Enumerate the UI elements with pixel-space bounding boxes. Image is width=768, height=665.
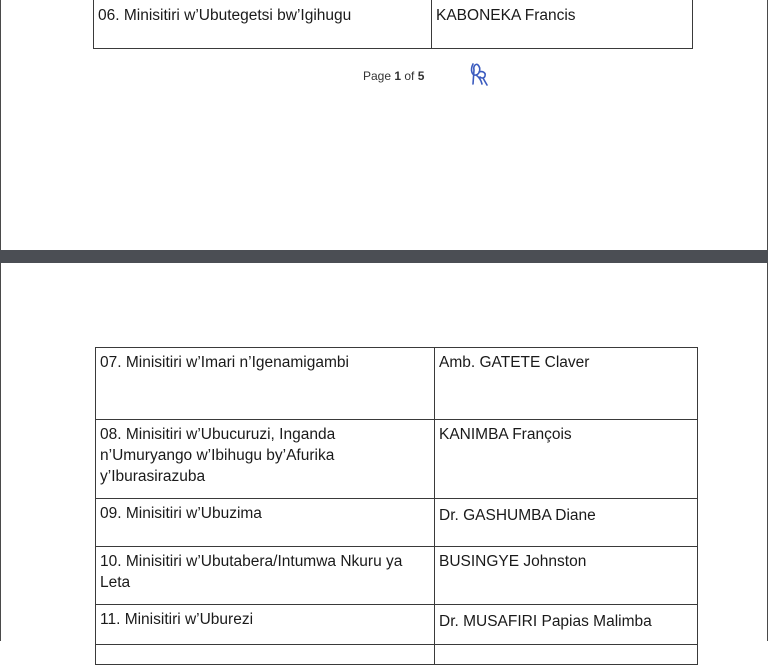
- minister-name-cell: [432, 0, 693, 49]
- ministry-label: 09. Minisitiri w’Ubuzima: [100, 505, 262, 522]
- minister-name: Dr. MUSAFIRI Papias Malimba: [439, 613, 652, 630]
- ministry-label-line: n’Umuryango w’Ibihugu by’Afurika: [100, 447, 335, 464]
- table-row: [96, 645, 698, 665]
- minister-name: BUSINGYE Johnston: [439, 553, 587, 570]
- table-row: [96, 348, 698, 420]
- minister-name-cell: [435, 605, 698, 645]
- ministers-table: [95, 347, 698, 665]
- table-row: [96, 605, 698, 645]
- ministry-cell: [96, 645, 435, 665]
- table-row: [94, 0, 693, 49]
- minister-name-cell: [435, 645, 698, 665]
- document-page-1: [0, 0, 768, 250]
- ministry-label: 07. Minisitiri w’Imari n’Igenamigambi: [100, 354, 349, 371]
- table-row: [96, 420, 698, 499]
- ministry-cell: [96, 499, 435, 547]
- minister-name: KABONEKA Francis: [436, 7, 576, 24]
- ministry-cell: [96, 547, 435, 605]
- ministry-label: 11. Minisitiri w’Uburezi: [100, 611, 254, 628]
- page-number: Page 1 of 5: [363, 69, 425, 83]
- ministry-label-line: Leta: [100, 574, 131, 591]
- ministry-label-line: 08. Minisitiri w’Ubucuruzi, Inganda: [100, 426, 336, 443]
- ministry-cell: [96, 348, 435, 420]
- minister-name-cell: [435, 348, 698, 420]
- ministry-cell: [94, 0, 432, 49]
- table-row: [96, 499, 698, 547]
- minister-name-cell: [435, 547, 698, 605]
- minister-name: KANIMBA François: [439, 426, 572, 443]
- minister-name: Amb. GATETE Claver: [439, 354, 590, 371]
- ministry-label: 06. Minisitiri w’Ubutegetsi bw’Igihugu: [98, 7, 352, 24]
- document-page-2: [0, 263, 768, 641]
- minister-name-cell: [435, 499, 698, 547]
- minister-name: Dr. GASHUMBA Diane: [439, 507, 596, 524]
- ministry-cell: [96, 420, 435, 499]
- page-separator: [0, 250, 768, 264]
- handwritten-initials: [467, 60, 493, 88]
- minister-name-cell: [435, 420, 698, 499]
- ministry-cell: [96, 605, 435, 645]
- ministers-table: [93, 0, 693, 49]
- ministry-label-line: y’Iburasirazuba: [100, 468, 206, 485]
- ministry-label-line: 10. Minisitiri w’Ubutabera/Intumwa Nkuru ya: [100, 553, 403, 570]
- table-row: [96, 547, 698, 605]
